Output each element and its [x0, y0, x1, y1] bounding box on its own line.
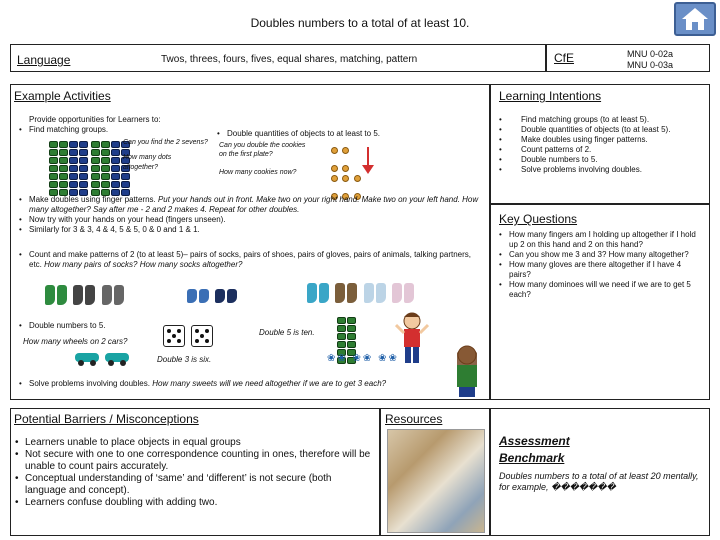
home-button[interactable] [674, 2, 716, 36]
sweets-image: ❀❀ ❀❀ ❀❀ [327, 353, 399, 364]
learning-item: • Count patterns of 2. [499, 145, 705, 155]
learning-heading: Learning Intentions [499, 89, 602, 103]
barrier-item: • Conceptual understanding of ‘same’ and ‘different’ is not secure (both language and concept). [15, 473, 375, 497]
assessment-heading: Assessment [499, 434, 570, 448]
cookies-question: Can you double the cookies on the first plate? [219, 142, 306, 158]
example-intro: Provide opportunities for Learners to: [29, 115, 161, 124]
double-qty-item: • Double quantities of objects to at least to 5. [217, 129, 487, 139]
example-heading: Example Activities [14, 89, 111, 103]
dots-question: How many dots altogether? [123, 154, 172, 171]
assessment-panel [490, 408, 710, 536]
language-panel [10, 44, 546, 72]
learning-item: • Make doubles using finger patterns. [499, 135, 705, 145]
home-icon [676, 4, 714, 34]
key-question-item: • How many gloves are there altogether if I have 4 pairs? [499, 260, 705, 280]
cfe-panel [546, 44, 710, 72]
solve-problems-item: • Solve problems involving doubles. How many sweets will we need altogether if we are to get 3 each? [19, 379, 459, 389]
resources-panel [380, 408, 490, 536]
key-question-item: • How many dominoes will we need if we are to get 5 each? [499, 280, 705, 300]
learning-intentions-panel [490, 84, 710, 204]
benchmark-heading: Benchmark [499, 451, 565, 465]
learning-item: • Find matching groups (to at least 5). [499, 115, 705, 125]
assessment-text: Doubles numbers to a total of at least 20 mentally, for example, ������� [499, 471, 699, 492]
cfe-label: CfE [554, 51, 575, 65]
barrier-item: • Learners confuse doubling with adding two. [15, 497, 375, 509]
double-numbers-item: • Double numbers to 5. [19, 321, 219, 331]
teacher-icon [447, 343, 487, 399]
cars-image [73, 349, 133, 372]
domino-green-1 [49, 141, 68, 196]
double5-text: Double 5 is ten. [259, 328, 315, 337]
shoes-image [187, 289, 239, 308]
barrier-item: • Learners unable to place objects in equal groups [15, 437, 375, 449]
key-questions-heading: Key Questions [499, 212, 578, 226]
cfe-code-2: MNU 0-03a [627, 60, 674, 70]
sevens-question: Can you find the 2 sevens? [123, 139, 208, 146]
finger-pattern-item: • Make doubles using finger patterns. Put your hands out in front. Make two on your right hand. Make two on your left hand. How many altogether? Say after me - 2 and 2 makes 4. Repeat for other doubles. [19, 195, 485, 215]
domino-green-2 [91, 141, 110, 196]
barriers-heading: Potential Barriers / Misconceptions [14, 412, 199, 426]
matching-item: • Find matching groups. [19, 125, 219, 135]
learning-item: • Solve problems involving doubles. [499, 165, 705, 175]
similar-doubles-item: • Similarly for 3 & 3, 4 & 4, 5 & 5, 0 & 0 and 1 & 1. [19, 225, 485, 235]
double3-text: Double 3 is six. [157, 355, 212, 364]
resources-image [387, 429, 485, 533]
socks-image [45, 285, 126, 310]
gloves-image [307, 283, 416, 308]
dice-image [163, 325, 213, 352]
learning-item: • Double numbers to 5. [499, 155, 705, 165]
barriers-panel [10, 408, 380, 536]
language-text: Twos, threes, fours, fives, equal shares, matching, pattern [161, 54, 418, 65]
barrier-item: • Not secure with one to one correspondence counting in ones, therefore will be unable to count pairs accurately. [15, 449, 375, 473]
wheels-question: How many wheels on 2 cars? [23, 337, 128, 346]
page-title: Doubles numbers to a total of at least 10. [250, 16, 470, 30]
cookies-now: How many cookies now? [219, 169, 297, 176]
example-activities-panel [10, 84, 490, 400]
key-question-item: • How many fingers am I holding up altogether if I hold up 2 on this hand and 2 on this hand? [499, 230, 705, 250]
key-questions-panel [490, 204, 710, 400]
cfe-code-1: MNU 0-02a [627, 49, 674, 59]
hands-head-item: • Now try with your hands on your head (fingers unseen). [19, 215, 485, 225]
learning-item: • Double quantities of objects (to at least 5). [499, 125, 705, 135]
resources-heading: Resources [385, 412, 443, 426]
pairs-item: • Count and make patterns of 2 (to at least 5)– pairs of socks, pairs of shoes, pairs of gloves, pairs of animals, talking partners, etc. How many pairs of socks? How many socks altogether? [19, 250, 485, 270]
language-label: Language [17, 53, 71, 67]
key-question-item: • Can you show me 3 and 3? How many altogether? [499, 250, 705, 260]
child-icon [395, 311, 429, 365]
domino-blue-1 [69, 141, 88, 196]
